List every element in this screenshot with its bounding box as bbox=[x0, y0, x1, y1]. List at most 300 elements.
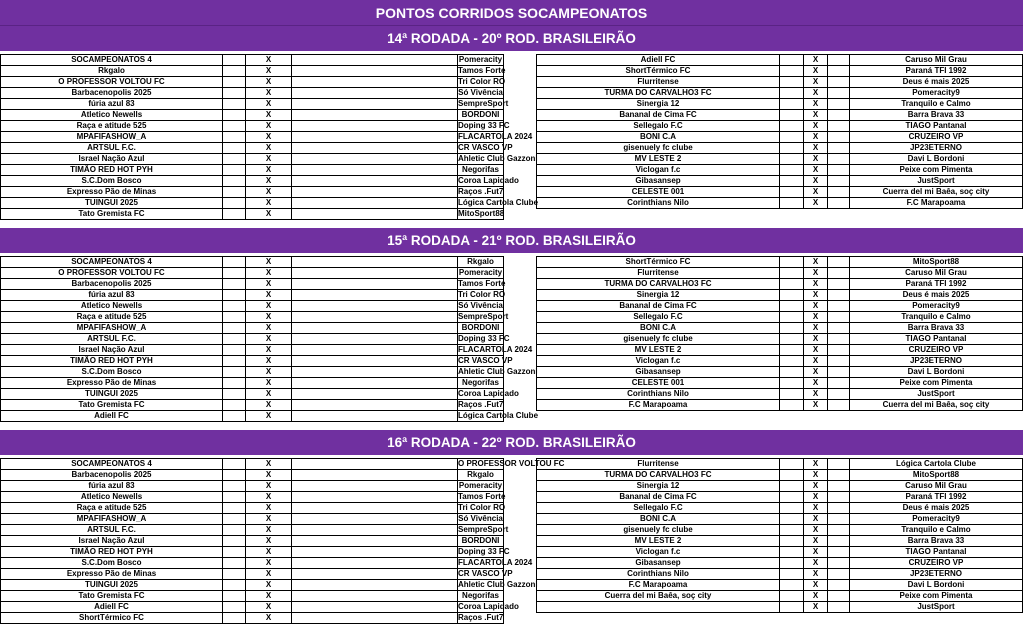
versus-cell: X bbox=[804, 176, 828, 187]
away-score-cell bbox=[828, 547, 850, 558]
away-team-cell: Paraná TFI 1992 bbox=[850, 66, 1023, 77]
fixture-row bbox=[537, 176, 1023, 187]
fixture-row bbox=[537, 187, 1023, 198]
versus-cell: X bbox=[246, 312, 292, 323]
away-team-cell: Raços .Fut7 bbox=[458, 400, 504, 409]
fixture-row bbox=[537, 481, 1023, 492]
fixture-row bbox=[1, 268, 504, 279]
home-team-cell: Sellegalo F.C bbox=[537, 503, 780, 514]
versus-cell: X bbox=[246, 558, 292, 569]
away-score-cell bbox=[828, 143, 850, 154]
away-team-cell: Caruso Mil Grau bbox=[850, 268, 1023, 279]
away-score-cell bbox=[292, 143, 458, 154]
away-team-cell: CRUZEIRO VP bbox=[850, 132, 1023, 143]
home-score-cell bbox=[780, 503, 804, 514]
away-score-cell bbox=[828, 110, 850, 121]
away-score-cell bbox=[292, 323, 458, 334]
away-team-cell: Caruso Mil Grau bbox=[850, 55, 1023, 66]
away-team-cell: Pomeracity9 bbox=[850, 514, 1023, 525]
away-score-cell bbox=[828, 301, 850, 312]
home-score-cell bbox=[223, 503, 246, 514]
away-score-cell bbox=[828, 154, 850, 165]
away-team-cell: Cuerra del mi Baêa, soç city bbox=[850, 187, 1023, 198]
away-team-cell: Tranquilo e Calmo bbox=[850, 525, 1023, 536]
home-team-cell: ShortTérmico FC bbox=[537, 66, 780, 77]
versus-cell: X bbox=[804, 301, 828, 312]
home-score-cell bbox=[780, 334, 804, 345]
home-team-cell: BONI C.A bbox=[537, 323, 780, 334]
fixture-row bbox=[537, 312, 1023, 323]
home-score-cell bbox=[780, 459, 804, 470]
away-score-cell bbox=[828, 514, 850, 525]
away-score-cell bbox=[292, 209, 458, 220]
home-team-cell: Expresso Pão de Minas bbox=[1, 187, 223, 198]
home-score-cell bbox=[780, 400, 804, 411]
home-score-cell bbox=[780, 580, 804, 591]
home-team-cell: MV LESTE 2 bbox=[537, 536, 780, 547]
home-score-cell bbox=[223, 470, 246, 481]
versus-cell: X bbox=[246, 389, 292, 400]
home-team-cell bbox=[537, 602, 780, 613]
fixture-row bbox=[537, 389, 1023, 400]
fixture-row bbox=[537, 257, 1023, 268]
versus-cell: X bbox=[804, 481, 828, 492]
versus-cell: X bbox=[246, 121, 292, 132]
versus-cell: X bbox=[804, 290, 828, 301]
home-team-cell: CELESTE 001 bbox=[537, 187, 780, 198]
fixture-row bbox=[537, 66, 1023, 77]
away-score-cell bbox=[292, 558, 458, 569]
away-team-cell: MitoSport88 bbox=[850, 257, 1023, 268]
fixture-row bbox=[537, 301, 1023, 312]
home-score-cell bbox=[223, 268, 246, 279]
fixture-row bbox=[537, 154, 1023, 165]
versus-cell: X bbox=[246, 411, 292, 422]
home-score-cell bbox=[223, 558, 246, 569]
round-title: 15ª RODADA - 21º ROD. BRASILEIRÃO bbox=[0, 228, 1023, 253]
versus-cell: X bbox=[804, 55, 828, 66]
home-team-cell: Cuerra del mi Baêa, soç city bbox=[537, 591, 780, 602]
fixture-row bbox=[1, 154, 504, 165]
away-team-cell: Pomeracity bbox=[458, 268, 503, 277]
home-team-cell: Flurritense bbox=[537, 268, 780, 279]
away-score-cell bbox=[828, 176, 850, 187]
home-score-cell bbox=[780, 279, 804, 290]
fixture-row bbox=[537, 132, 1023, 143]
away-team-cell: Doping 33 FC bbox=[458, 547, 510, 556]
versus-cell: X bbox=[246, 209, 292, 220]
away-team-cell: SempreSport bbox=[458, 525, 509, 534]
home-team-cell: SOCAMPEONATOS 4 bbox=[1, 459, 223, 470]
fixture-row bbox=[1, 290, 504, 301]
fixture-row bbox=[1, 411, 504, 422]
away-score-cell bbox=[292, 55, 458, 66]
away-team-cell: Tamos Forte bbox=[458, 66, 506, 75]
home-team-cell: Raça e atitude 525 bbox=[1, 121, 223, 132]
left-fixtures-table bbox=[0, 458, 565, 624]
home-score-cell bbox=[223, 580, 246, 591]
away-team-cell: Lógica Cartola Clube bbox=[458, 198, 539, 207]
home-score-cell bbox=[223, 367, 246, 378]
away-team-cell: MitoSport88 bbox=[458, 209, 505, 218]
away-score-cell bbox=[292, 345, 458, 356]
away-score-cell bbox=[828, 187, 850, 198]
home-team-cell: Atletico Newells bbox=[1, 110, 223, 121]
right-fixtures-table bbox=[536, 54, 1023, 209]
home-score-cell bbox=[780, 602, 804, 613]
fixture-row bbox=[1, 481, 504, 492]
home-score-cell bbox=[780, 312, 804, 323]
away-team-cell: MitoSport88 bbox=[850, 470, 1023, 481]
home-team-cell: ARTSUL F.C. bbox=[1, 525, 223, 536]
versus-cell: X bbox=[246, 503, 292, 514]
fixture-row bbox=[537, 400, 1023, 411]
home-score-cell bbox=[223, 143, 246, 154]
versus-cell: X bbox=[804, 312, 828, 323]
away-team-cell: Tranquilo e Calmo bbox=[850, 99, 1023, 110]
versus-cell: X bbox=[804, 132, 828, 143]
versus-cell: X bbox=[804, 547, 828, 558]
away-team-cell: CRUZEIRO VP bbox=[850, 558, 1023, 569]
away-team-cell: Tri Color RO bbox=[458, 290, 506, 299]
fixture-row bbox=[537, 77, 1023, 88]
away-team-cell: Coroa Lapidado bbox=[458, 176, 519, 185]
home-score-cell bbox=[780, 66, 804, 77]
away-team-cell: Tamos Forte bbox=[458, 492, 506, 501]
away-score-cell bbox=[828, 367, 850, 378]
versus-cell: X bbox=[804, 187, 828, 198]
away-score-cell bbox=[828, 389, 850, 400]
home-team-cell: S.C.Dom Bosco bbox=[1, 367, 223, 378]
versus-cell: X bbox=[246, 492, 292, 503]
versus-cell: X bbox=[246, 591, 292, 602]
home-score-cell bbox=[780, 378, 804, 389]
versus-cell: X bbox=[804, 121, 828, 132]
fixture-row bbox=[1, 525, 504, 536]
versus-cell: X bbox=[246, 459, 292, 470]
home-score-cell bbox=[223, 77, 246, 88]
away-team-cell: JP23ETERNO bbox=[850, 143, 1023, 154]
fixture-row bbox=[537, 547, 1023, 558]
away-score-cell bbox=[292, 88, 458, 99]
fixture-row bbox=[537, 323, 1023, 334]
versus-cell: X bbox=[246, 613, 292, 624]
fixture-row bbox=[1, 536, 504, 547]
away-team-cell: FLACARTOLA 2024 bbox=[458, 558, 533, 567]
versus-cell: X bbox=[804, 459, 828, 470]
round-title: 14ª RODADA - 20º ROD. BRASILEIRÃO bbox=[0, 26, 1023, 51]
away-team-cell: BORDONI bbox=[458, 323, 504, 334]
away-score-cell bbox=[828, 345, 850, 356]
fixture-row bbox=[1, 77, 504, 88]
away-score-cell bbox=[292, 481, 458, 492]
fixture-row bbox=[537, 536, 1023, 547]
home-score-cell bbox=[223, 323, 246, 334]
away-score-cell bbox=[828, 459, 850, 470]
fixture-row bbox=[537, 367, 1023, 378]
fixture-row bbox=[537, 514, 1023, 525]
away-score-cell bbox=[828, 400, 850, 411]
home-team-cell: Sellegalo F.C bbox=[537, 312, 780, 323]
fixture-row bbox=[537, 459, 1023, 470]
home-team-cell: Expresso Pão de Minas bbox=[1, 569, 223, 580]
fixture-row bbox=[1, 143, 504, 154]
versus-cell: X bbox=[246, 481, 292, 492]
away-score-cell bbox=[828, 121, 850, 132]
away-team-cell: Ahletic Club Gazzoni bbox=[458, 154, 538, 163]
away-team-cell: Peixe com Pimenta bbox=[850, 591, 1023, 602]
fixture-row bbox=[1, 389, 504, 400]
home-team-cell: Sinergia 12 bbox=[537, 290, 780, 301]
away-team-cell: JustSport bbox=[850, 602, 1023, 613]
away-score-cell bbox=[828, 55, 850, 66]
away-team-cell: JustSport bbox=[850, 176, 1023, 187]
fixture-row bbox=[537, 580, 1023, 591]
home-score-cell bbox=[780, 558, 804, 569]
fixture-row bbox=[1, 132, 504, 143]
fixture-row bbox=[1, 356, 504, 367]
away-score-cell bbox=[292, 569, 458, 580]
away-team-cell: Lógica Cartola Clube bbox=[850, 459, 1023, 470]
home-team-cell: Gibasansep bbox=[537, 367, 780, 378]
home-score-cell bbox=[780, 132, 804, 143]
versus-cell: X bbox=[804, 88, 828, 99]
home-score-cell bbox=[780, 569, 804, 580]
home-team-cell: fúria azul 83 bbox=[1, 290, 223, 301]
versus-cell: X bbox=[246, 602, 292, 613]
away-score-cell bbox=[828, 257, 850, 268]
away-score-cell bbox=[828, 378, 850, 389]
fixture-row bbox=[537, 470, 1023, 481]
home-score-cell bbox=[223, 569, 246, 580]
versus-cell: X bbox=[804, 514, 828, 525]
away-team-cell: Davi L Bordoni bbox=[850, 580, 1023, 591]
away-score-cell bbox=[292, 132, 458, 143]
home-score-cell bbox=[223, 602, 246, 613]
away-score-cell bbox=[828, 580, 850, 591]
away-team-cell: Negorifas bbox=[458, 378, 504, 389]
away-team-cell: CR VASCO VP bbox=[458, 356, 513, 365]
away-team-cell: Cuerra del mi Baêa, soç city bbox=[850, 400, 1023, 411]
away-team-cell: CR VASCO VP bbox=[458, 569, 513, 578]
away-score-cell bbox=[828, 132, 850, 143]
away-score-cell bbox=[828, 356, 850, 367]
away-score-cell bbox=[828, 279, 850, 290]
home-team-cell: Gibasansep bbox=[537, 176, 780, 187]
versus-cell: X bbox=[246, 290, 292, 301]
right-fixtures-table bbox=[536, 458, 1023, 613]
away-team-cell: Deus é mais 2025 bbox=[850, 503, 1023, 514]
versus-cell: X bbox=[246, 165, 292, 176]
home-team-cell: gisenuely fc clube bbox=[537, 143, 780, 154]
versus-cell: X bbox=[246, 55, 292, 66]
home-team-cell: TURMA DO CARVALHO3 FC bbox=[537, 88, 780, 99]
home-score-cell bbox=[223, 290, 246, 301]
home-team-cell: Barbacenopolis 2025 bbox=[1, 470, 223, 481]
home-score-cell bbox=[780, 389, 804, 400]
versus-cell: X bbox=[246, 525, 292, 536]
away-score-cell bbox=[828, 334, 850, 345]
home-team-cell: Bananal de Cima FC bbox=[537, 492, 780, 503]
home-score-cell bbox=[780, 187, 804, 198]
home-team-cell: Adiell FC bbox=[1, 602, 223, 613]
away-team-cell: Ahletic Club Gazzoni bbox=[458, 367, 538, 376]
versus-cell: X bbox=[804, 492, 828, 503]
fixture-row bbox=[537, 110, 1023, 121]
versus-cell: X bbox=[804, 154, 828, 165]
home-team-cell: MV LESTE 2 bbox=[537, 345, 780, 356]
home-score-cell bbox=[223, 591, 246, 602]
versus-cell: X bbox=[246, 66, 292, 77]
fixture-row bbox=[1, 367, 504, 378]
away-score-cell bbox=[828, 312, 850, 323]
home-score-cell bbox=[223, 121, 246, 132]
home-score-cell bbox=[223, 613, 246, 624]
home-team-cell: Viclogan f.c bbox=[537, 356, 780, 367]
home-team-cell: Barbacenopolis 2025 bbox=[1, 88, 223, 99]
fixture-row bbox=[537, 55, 1023, 66]
away-score-cell bbox=[828, 591, 850, 602]
home-score-cell bbox=[780, 591, 804, 602]
away-team-cell: Davi L Bordoni bbox=[850, 367, 1023, 378]
away-team-cell: Barra Brava 33 bbox=[850, 110, 1023, 121]
away-score-cell bbox=[292, 176, 458, 187]
home-team-cell: MV LESTE 2 bbox=[537, 154, 780, 165]
versus-cell: X bbox=[246, 257, 292, 268]
versus-cell: X bbox=[246, 334, 292, 345]
versus-cell: X bbox=[804, 591, 828, 602]
left-fixtures-table bbox=[0, 54, 539, 220]
versus-cell: X bbox=[246, 547, 292, 558]
away-score-cell bbox=[828, 323, 850, 334]
versus-cell: X bbox=[804, 268, 828, 279]
versus-cell: X bbox=[804, 143, 828, 154]
versus-cell: X bbox=[804, 110, 828, 121]
away-team-cell: TIAGO Pantanal bbox=[850, 121, 1023, 132]
home-score-cell bbox=[780, 257, 804, 268]
fixture-row bbox=[537, 165, 1023, 176]
fixture-row bbox=[1, 209, 504, 220]
away-team-cell: Raços .Fut7 bbox=[458, 187, 504, 196]
fixture-row bbox=[1, 301, 504, 312]
away-score-cell bbox=[828, 268, 850, 279]
versus-cell: X bbox=[246, 569, 292, 580]
away-team-cell: Negorifas bbox=[458, 591, 504, 602]
home-score-cell bbox=[780, 121, 804, 132]
home-team-cell: Atletico Newells bbox=[1, 492, 223, 503]
fixture-row bbox=[537, 345, 1023, 356]
versus-cell: X bbox=[804, 279, 828, 290]
fixture-row bbox=[1, 470, 504, 481]
away-score-cell bbox=[292, 301, 458, 312]
home-team-cell: Tato Gremista FC bbox=[1, 591, 223, 602]
home-team-cell: MPAFIFASHOW_A bbox=[1, 323, 223, 334]
home-score-cell bbox=[780, 55, 804, 66]
fixture-row bbox=[1, 312, 504, 323]
fixture-row bbox=[1, 602, 504, 613]
home-team-cell: Corinthians Nilo bbox=[537, 198, 780, 209]
home-score-cell bbox=[223, 547, 246, 558]
home-score-cell bbox=[223, 66, 246, 77]
fixture-row bbox=[537, 334, 1023, 345]
home-team-cell: TIMÃO RED HOT PYH bbox=[1, 356, 223, 367]
home-team-cell: Raça e atitude 525 bbox=[1, 312, 223, 323]
fixture-row bbox=[1, 503, 504, 514]
away-score-cell bbox=[828, 481, 850, 492]
away-team-cell: TIAGO Pantanal bbox=[850, 334, 1023, 345]
away-score-cell bbox=[292, 400, 458, 411]
home-team-cell: ARTSUL F.C. bbox=[1, 334, 223, 345]
fixture-row bbox=[537, 99, 1023, 110]
versus-cell: X bbox=[246, 198, 292, 209]
home-team-cell: Gibasansep bbox=[537, 558, 780, 569]
home-team-cell: Sinergia 12 bbox=[537, 99, 780, 110]
away-team-cell: Barra Brava 33 bbox=[850, 323, 1023, 334]
home-team-cell: ShortTérmico FC bbox=[1, 613, 223, 624]
home-team-cell: Bananal de Cima FC bbox=[537, 110, 780, 121]
fixture-row bbox=[1, 459, 504, 470]
home-team-cell: TUINGUI 2025 bbox=[1, 580, 223, 591]
home-team-cell: MPAFIFASHOW_A bbox=[1, 514, 223, 525]
home-score-cell bbox=[780, 154, 804, 165]
home-team-cell: Israel Nação Azul bbox=[1, 154, 223, 165]
fixture-row bbox=[1, 55, 504, 66]
versus-cell: X bbox=[804, 400, 828, 411]
away-team-cell: Lógica Cartola Clube bbox=[458, 411, 539, 420]
versus-cell: X bbox=[804, 389, 828, 400]
away-team-cell: Tranquilo e Calmo bbox=[850, 312, 1023, 323]
away-score-cell bbox=[292, 492, 458, 503]
fixture-row bbox=[1, 591, 504, 602]
home-team-cell: Adiell FC bbox=[1, 411, 223, 422]
fixture-row bbox=[1, 613, 504, 624]
away-score-cell bbox=[292, 470, 458, 481]
away-team-cell: Pomeracity9 bbox=[850, 88, 1023, 99]
home-score-cell bbox=[223, 99, 246, 110]
home-team-cell: TUINGUI 2025 bbox=[1, 198, 223, 209]
home-team-cell: O PROFESSOR VOLTOU FC bbox=[1, 77, 223, 88]
versus-cell: X bbox=[246, 110, 292, 121]
home-score-cell bbox=[223, 400, 246, 411]
right-fixtures-table bbox=[536, 256, 1023, 411]
fixture-row bbox=[537, 558, 1023, 569]
home-score-cell bbox=[223, 334, 246, 345]
versus-cell: X bbox=[804, 580, 828, 591]
fixture-row bbox=[537, 356, 1023, 367]
home-score-cell bbox=[223, 55, 246, 66]
away-team-cell: Rkgalo bbox=[458, 257, 504, 268]
fixture-row bbox=[1, 88, 504, 99]
away-score-cell bbox=[292, 459, 458, 470]
home-score-cell bbox=[223, 389, 246, 400]
home-team-cell: BONI C.A bbox=[537, 514, 780, 525]
away-team-cell: Negorifas bbox=[458, 165, 504, 176]
away-team-cell: Coroa Lapidado bbox=[458, 602, 519, 611]
home-score-cell bbox=[223, 492, 246, 503]
versus-cell: X bbox=[246, 580, 292, 591]
fixture-row bbox=[1, 257, 504, 268]
versus-cell: X bbox=[246, 514, 292, 525]
home-team-cell: F.C Marapoama bbox=[537, 580, 780, 591]
home-team-cell: Tato Gremista FC bbox=[1, 209, 223, 220]
versus-cell: X bbox=[804, 356, 828, 367]
away-team-cell: Coroa Lapidado bbox=[458, 389, 519, 398]
versus-cell: X bbox=[246, 323, 292, 334]
home-score-cell bbox=[223, 165, 246, 176]
versus-cell: X bbox=[804, 558, 828, 569]
home-team-cell: gisenuely fc clube bbox=[537, 525, 780, 536]
away-score-cell bbox=[292, 257, 458, 268]
